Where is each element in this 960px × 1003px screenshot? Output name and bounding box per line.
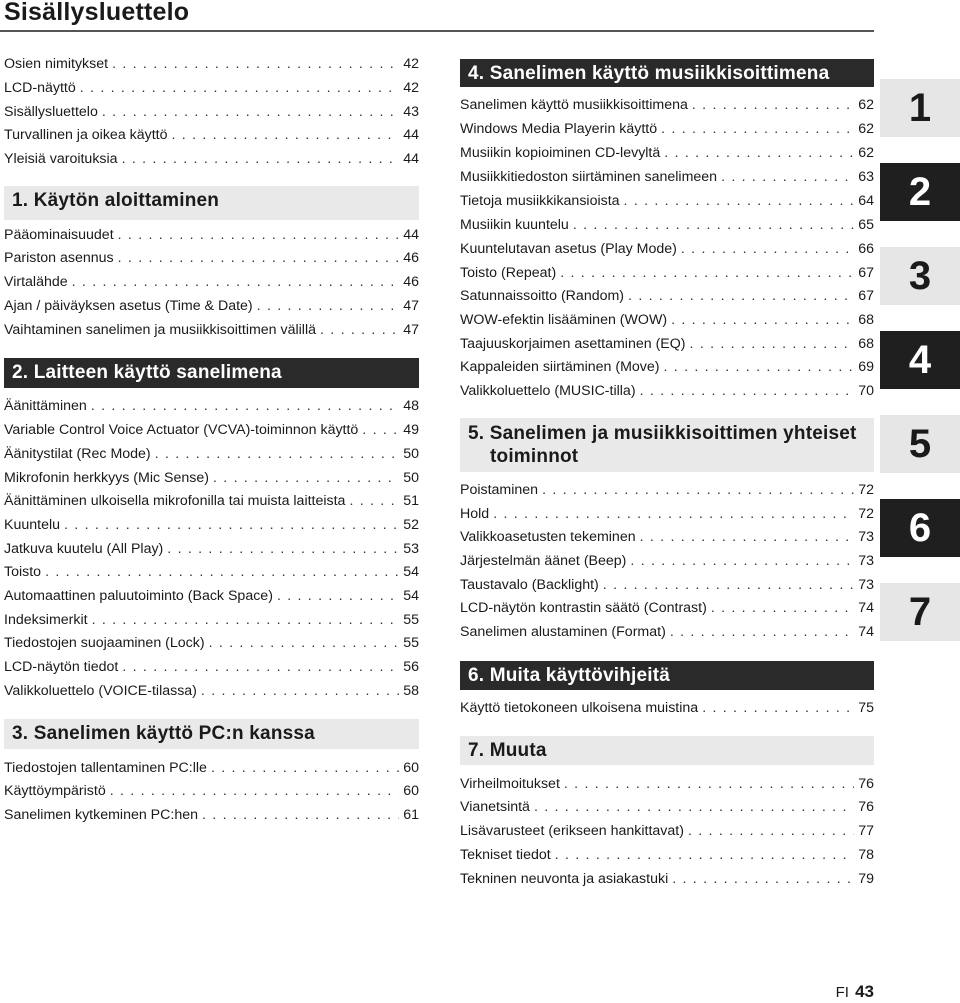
toc-entry[interactable]: Windows Media Playerin käyttö . . . 62: [460, 118, 874, 140]
toc-entry[interactable]: Käyttöympäristö . . . 60: [4, 780, 419, 802]
section-heading-1: 1. Käytön aloittaminen: [4, 186, 419, 220]
toc-entry[interactable]: Musiikin kopioiminen CD-levyltä . . . 62: [460, 142, 874, 164]
toc-entry[interactable]: Mikrofonin herkkyys (Mic Sense) . . . 50: [4, 467, 419, 489]
toc-entry[interactable]: Taustavalo (Backlight) . . . 73: [460, 574, 874, 596]
toc-entry[interactable]: Musiikkitiedoston siirtäminen sanelimeen . . . 63: [460, 166, 874, 188]
toc-entry[interactable]: Ajan / päiväyksen asetus (Time & Date) . . . 47: [4, 295, 419, 317]
toc-entry[interactable]: Osien nimitykset . . . 42: [4, 53, 419, 75]
toc-entry[interactable]: Tekninen neuvonta ja asiakastuki . . . 79: [460, 868, 874, 890]
toc-entry[interactable]: Automaattinen paluutoiminto (Back Space) . . . 54: [4, 585, 419, 607]
toc-entry[interactable]: Yleisiä varoituksia . . . 44: [4, 148, 419, 170]
toc-entry[interactable]: Kappaleiden siirtäminen (Move) . . . 69: [460, 356, 874, 378]
toc-entry[interactable]: Valikkoluettelo (MUSIC-tilla) . . . 70: [460, 380, 874, 402]
section-heading-5: [460, 418, 874, 472]
toc-entry[interactable]: Kuuntelu . . . 52: [4, 514, 419, 536]
section-heading-4: 4. Sanelimen käyttö musiikkisoittimena: [460, 59, 874, 87]
toc-entry[interactable]: Virheilmoitukset . . . 76: [460, 773, 874, 795]
toc-entry[interactable]: Toisto . . . 54: [4, 561, 419, 583]
toc-entry[interactable]: Järjestelmän äänet (Beep) . . . 73: [460, 550, 874, 572]
toc-entry[interactable]: Jatkuva kuutelu (All Play) . . . 53: [4, 538, 419, 560]
footer-page-number: 43: [855, 982, 874, 1001]
toc-entry[interactable]: Valikkoasetusten tekeminen . . . 73: [460, 526, 874, 548]
toc-entry[interactable]: WOW-efektin lisääminen (WOW) . . . 68: [460, 309, 874, 331]
toc-entry[interactable]: Pääominaisuudet . . . 44: [4, 224, 419, 246]
section-heading-7: 7. Muuta: [460, 736, 874, 765]
toc-entry[interactable]: Äänittäminen . . . 48: [4, 395, 419, 417]
toc-entry[interactable]: Sisällysluettelo . . . 43: [4, 101, 419, 123]
toc-entry[interactable]: LCD-näytön tiedot . . . 56: [4, 656, 419, 678]
toc-entry[interactable]: Tekniset tiedot . . . 78: [460, 844, 874, 866]
toc-entry[interactable]: Lisävarusteet (erikseen hankittavat) . . . 77: [460, 820, 874, 842]
chapter-tab-3[interactable]: 3: [880, 247, 960, 305]
footer-language: FI: [835, 984, 849, 1001]
section-heading-5-line1: 5. Sanelimen ja musiikkisoittimen yhteiset: [468, 423, 857, 444]
toc-entry[interactable]: Sanelimen alustaminen (Format) . . . 74: [460, 621, 874, 643]
chapter-tab-2[interactable]: 2: [880, 163, 960, 221]
toc-entry[interactable]: LCD-näytön kontrastin säätö (Contrast) . . . 74: [460, 597, 874, 619]
section-heading-3: 3. Sanelimen käyttö PC:n kanssa: [4, 719, 419, 749]
toc-entry[interactable]: Käyttö tietokoneen ulkoisena muistina . . . 75: [460, 697, 874, 719]
toc-entry[interactable]: Sanelimen kytkeminen PC:hen . . . 61: [4, 804, 419, 826]
page-title: Sisällysluettelo: [4, 0, 190, 26]
chapter-tab-6[interactable]: 6: [880, 499, 960, 557]
toc-entry[interactable]: Tiedostojen suojaaminen (Lock) . . . 55: [4, 632, 419, 654]
chapter-tab-1[interactable]: 1: [880, 79, 960, 137]
toc-entry[interactable]: Tiedostojen tallentaminen PC:lle . . . 60: [4, 757, 419, 779]
toc-entry[interactable]: Tietoja musiikkikansioista . . . 64: [460, 190, 874, 212]
chapter-tab-5[interactable]: 5: [880, 415, 960, 473]
toc-entry[interactable]: Variable Control Voice Actuator (VCVA)-toiminnon käyttö . . . 49: [4, 419, 419, 441]
chapter-tab-7[interactable]: 7: [880, 583, 960, 641]
section-heading-6: 6. Muita käyttövihjeitä: [460, 661, 874, 690]
toc-entry[interactable]: Pariston asennus . . . 46: [4, 247, 419, 269]
toc-entry[interactable]: Musiikin kuuntelu . . . 65: [460, 214, 874, 236]
section-heading-5-line2: toiminnot: [490, 446, 579, 467]
section-heading-2: 2. Laitteen käyttö sanelimena: [4, 358, 419, 388]
toc-entry[interactable]: Hold . . . 72: [460, 503, 874, 525]
toc-entry[interactable]: Virtalähde . . . 46: [4, 271, 419, 293]
toc-entry[interactable]: Äänitystilat (Rec Mode) . . . 50: [4, 443, 419, 465]
toc-entry[interactable]: Taajuuskorjaimen asettaminen (EQ) . . . 68: [460, 333, 874, 355]
toc-entry[interactable]: Äänittäminen ulkoisella mikrofonilla tai muista laitteista . . . 51: [4, 490, 419, 512]
toc-entry[interactable]: Toisto (Repeat) . . . 67: [460, 262, 874, 284]
toc-entry[interactable]: LCD-näyttö . . . 42: [4, 77, 419, 99]
toc-entry[interactable]: Vianetsintä . . . 76: [460, 796, 874, 818]
toc-entry[interactable]: Kuuntelutavan asetus (Play Mode) . . . 66: [460, 238, 874, 260]
page-footer: [836, 982, 874, 1002]
toc-entry[interactable]: Vaihtaminen sanelimen ja musiikkisoittimen välillä . . . 47: [4, 319, 419, 341]
toc-entry[interactable]: Valikkoluettelo (VOICE-tilassa) . . . 58: [4, 680, 419, 702]
title-divider: [0, 30, 874, 32]
toc-entry[interactable]: Poistaminen . . . 72: [460, 479, 874, 501]
toc-entry[interactable]: Indeksimerkit . . . 55: [4, 609, 419, 631]
toc-entry[interactable]: Satunnaissoitto (Random) . . . 67: [460, 285, 874, 307]
chapter-tab-4[interactable]: 4: [880, 331, 960, 389]
toc-entry[interactable]: Turvallinen ja oikea käyttö . . . 44: [4, 124, 419, 146]
toc-entry[interactable]: Sanelimen käyttö musiikkisoittimena . . . 62: [460, 94, 874, 116]
